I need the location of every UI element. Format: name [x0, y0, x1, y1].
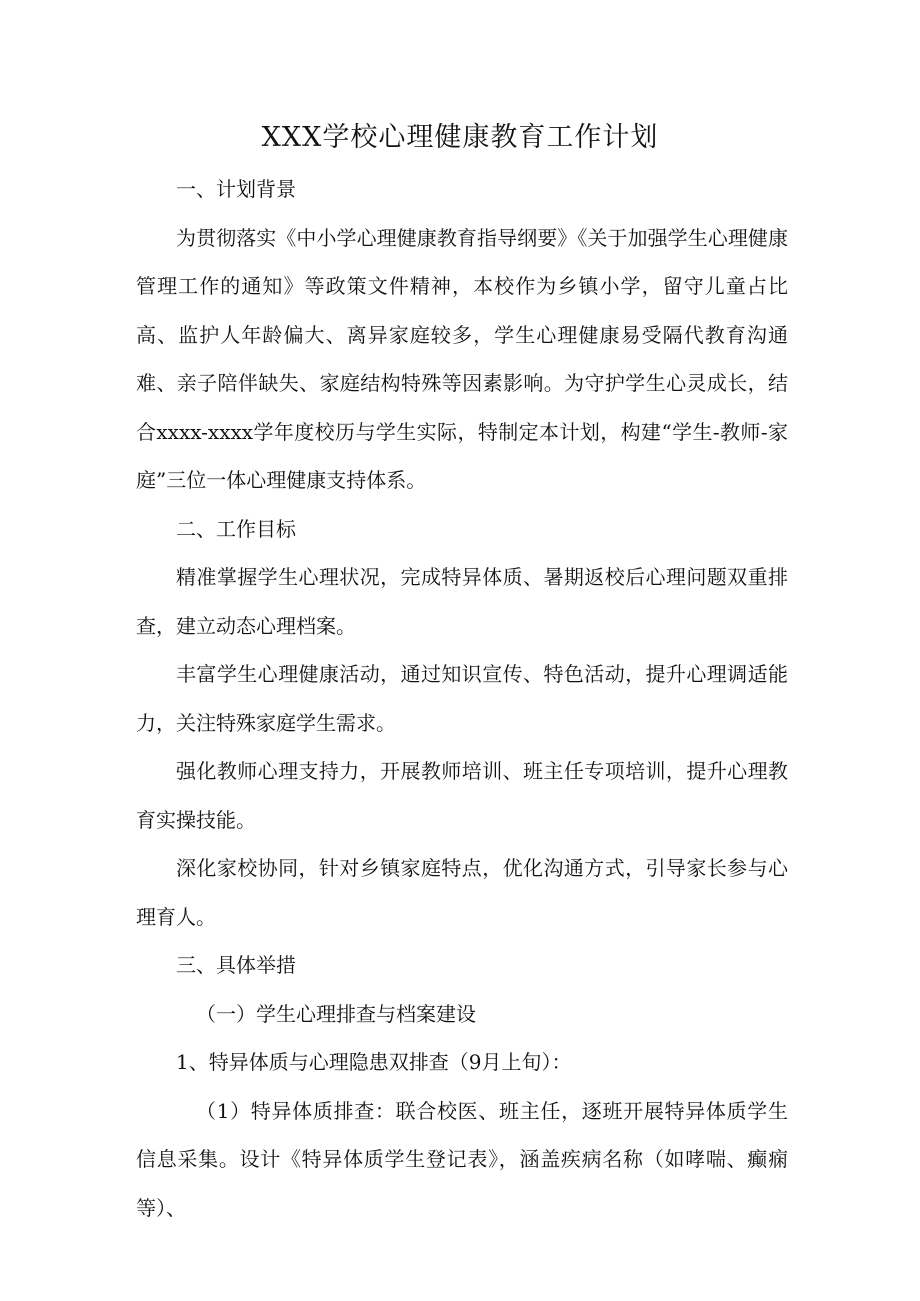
subsection-heading-screening: （一）学生心理排查与档案建设: [196, 1001, 476, 1026]
document-title: XXX学校心理健康教育工作计划: [261, 122, 659, 153]
paragraph-goal-4: 深化家校协同，针对乡镇家庭特点，优化沟通方式，引导家长参与心理育人。: [136, 856, 788, 929]
section-heading-goals: 二、工作目标: [176, 516, 296, 541]
paragraph-background: 为贯彻落实《中小学心理健康教育指导纲要》《关于加强学生心理健康管理工作的通知》等政策文件精神，本校作为乡镇小学，留守儿童占比高、监护人年龄偏大、离异家庭较多，学生心理健康易受隔代教育沟通难、亲子陪伴缺失、家庭结构特殊等因素影响。为守护学生心灵成长，结合xxxx-xxxx学年度校历与学生实际，特制定本计划，构建“学生-教师-家庭”三位一体心理健康支持体系。: [136, 225, 788, 492]
section-heading-measures: 三、具体举措: [176, 953, 296, 977]
document-body: [136, 165, 788, 1232]
paragraph-goal-3: 强化教师心理支持力，开展教师培训、班主任专项培训，提升心理教育实操技能。: [136, 759, 788, 832]
item-heading-dual-screening: 1、特异体质与心理隐患双排查（9月上旬）：: [176, 1050, 572, 1074]
section-heading-background: 一、计划背景: [176, 177, 296, 201]
paragraph-goal-1: 精准掌握学生心理状况，完成特异体质、暑期返校后心理问题双重排查，建立动态心理档案。: [136, 565, 788, 638]
paragraph-goal-2: 丰富学生心理健康活动，通过知识宣传、特色活动，提升心理调适能力，关注特殊家庭学生需求。: [136, 662, 788, 735]
paragraph-special-constitution: （1）特异体质排查：联合校医、班主任，逐班开展特异体质学生信息采集。设计《特异体质学生登记表》，涵盖疾病名称（如哮喘、癫痫等）、: [136, 1098, 788, 1220]
